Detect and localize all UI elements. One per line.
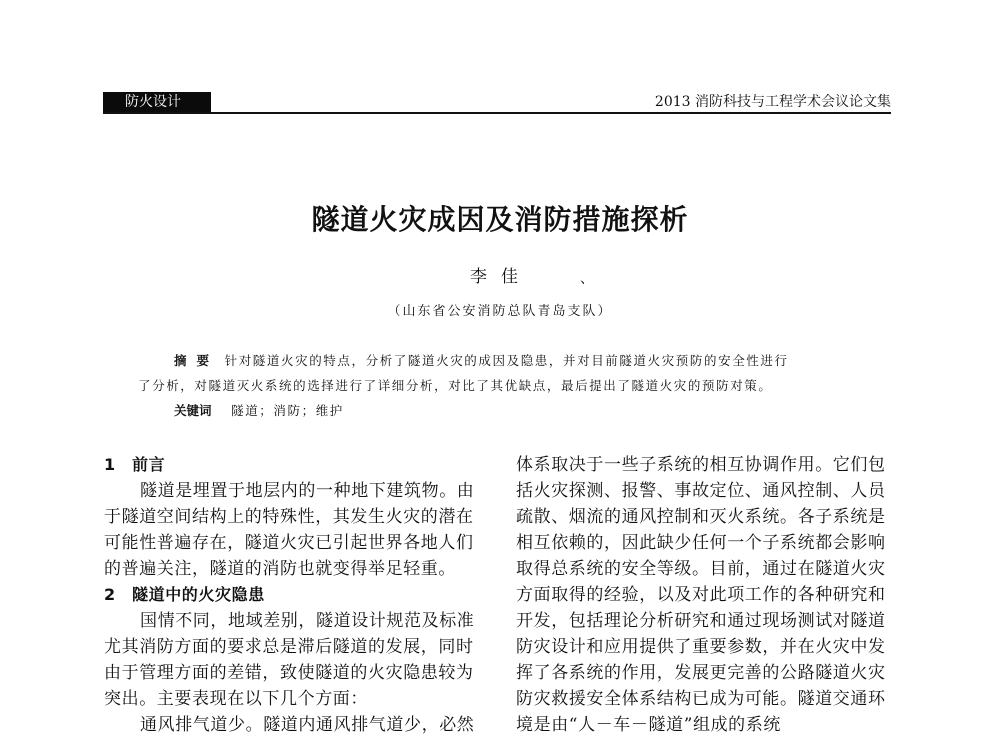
paragraph-line: 方面取得的经验，以及对此项工作的各种研究和 bbox=[516, 585, 886, 605]
section-2-title: 隧道中的火灾隐患 bbox=[132, 585, 265, 604]
paragraph-line: 防灾救援安全体系结构已成为可能。隧道交通环 bbox=[516, 689, 886, 709]
header-rule bbox=[103, 112, 891, 114]
section-1-heading bbox=[104, 452, 499, 478]
abstract-line-1 bbox=[138, 348, 878, 373]
paragraph-line: 通风排气道少。隧道内通风排气道少，必然 bbox=[140, 715, 475, 735]
paragraph-line: 体系取决于一些子系统的相互协调作用。它们包 bbox=[516, 455, 886, 475]
paragraph-line: 尤其消防方面的要求总是滞后隧道的发展，同时 bbox=[104, 637, 474, 657]
section-2-number: 2 bbox=[104, 585, 116, 604]
paragraph-line: 可能性普遍存在，隧道火灾已引起世界各地人们 bbox=[104, 533, 474, 553]
section-tag: 防火设计 bbox=[103, 92, 211, 113]
paragraph-line: 突出。主要表现在以下几个方面： bbox=[104, 689, 368, 709]
paragraph-line: 隧道是埋置于地层内的一种地下建筑物。由 bbox=[140, 481, 475, 501]
paragraph-line: 国情不同，地域差别，隧道设计规范及标准 bbox=[140, 611, 475, 631]
section-1-title: 前言 bbox=[132, 455, 166, 474]
paragraph-line: 境是由“人－车－隧道”组成的系统 bbox=[516, 715, 781, 735]
author-mark: 、 bbox=[580, 271, 594, 287]
paragraph-line: 防灾设计和应用提供了重要参数，并在火灾中发 bbox=[516, 637, 886, 657]
left-column bbox=[104, 452, 499, 738]
section-2-heading bbox=[104, 582, 499, 608]
paragraph-line: 括火灾探测、报警、事故定位、通风控制、人员 bbox=[516, 481, 886, 501]
author-name: 李佳 bbox=[470, 267, 532, 287]
right-column bbox=[516, 452, 911, 738]
abstract-label: 摘要 bbox=[174, 353, 220, 368]
abstract-text-1: 针对隧道火灾的特点，分析了隧道火灾的成因及隐患，并对目前隧道火灾预防的安全性进行 bbox=[224, 353, 789, 368]
keywords-line bbox=[138, 398, 878, 423]
keywords-label: 关键词 bbox=[174, 403, 212, 418]
section-1-number: 1 bbox=[104, 455, 116, 474]
paragraph-line: 取得总系统的安全等级。目前，通过在隧道火灾 bbox=[516, 559, 886, 579]
paragraph-line: 相互依赖的，因此缺少任何一个子系统都会影响 bbox=[516, 533, 886, 553]
paragraph-line: 由于管理方面的差错，致使隧道的火灾隐患较为 bbox=[104, 663, 474, 683]
proceedings-title: 2013 消防科技与工程学术会议论文集 bbox=[654, 94, 891, 110]
paragraph-line: 于隧道空间结构上的特殊性，其发生火灾的潜在 bbox=[104, 507, 474, 527]
abstract-block bbox=[138, 348, 878, 423]
keywords-text: 隧道；消防；维护 bbox=[231, 403, 344, 418]
paragraph-line: 的普遍关注，隧道的消防也就变得举足轻重。 bbox=[104, 559, 456, 579]
author-affiliation: （山东省公安消防总队青岛支队） bbox=[387, 304, 613, 319]
paragraph-line: 疏散、烟流的通风控制和灭火系统。各子系统是 bbox=[516, 507, 886, 527]
paragraph-line: 挥了各系统的作用，发展更完善的公路隧道火灾 bbox=[516, 663, 886, 683]
abstract-text-2: 了分析，对隧道灭火系统的选择进行了详细分析，对比了其优缺点，最后提出了隧道火灾的预防对策。 bbox=[138, 378, 773, 393]
paragraph-line: 开发，包括理论分析研究和通过现场测试对隧道 bbox=[516, 611, 886, 631]
article-title: 隧道火灾成因及消防措施探析 bbox=[311, 203, 689, 236]
